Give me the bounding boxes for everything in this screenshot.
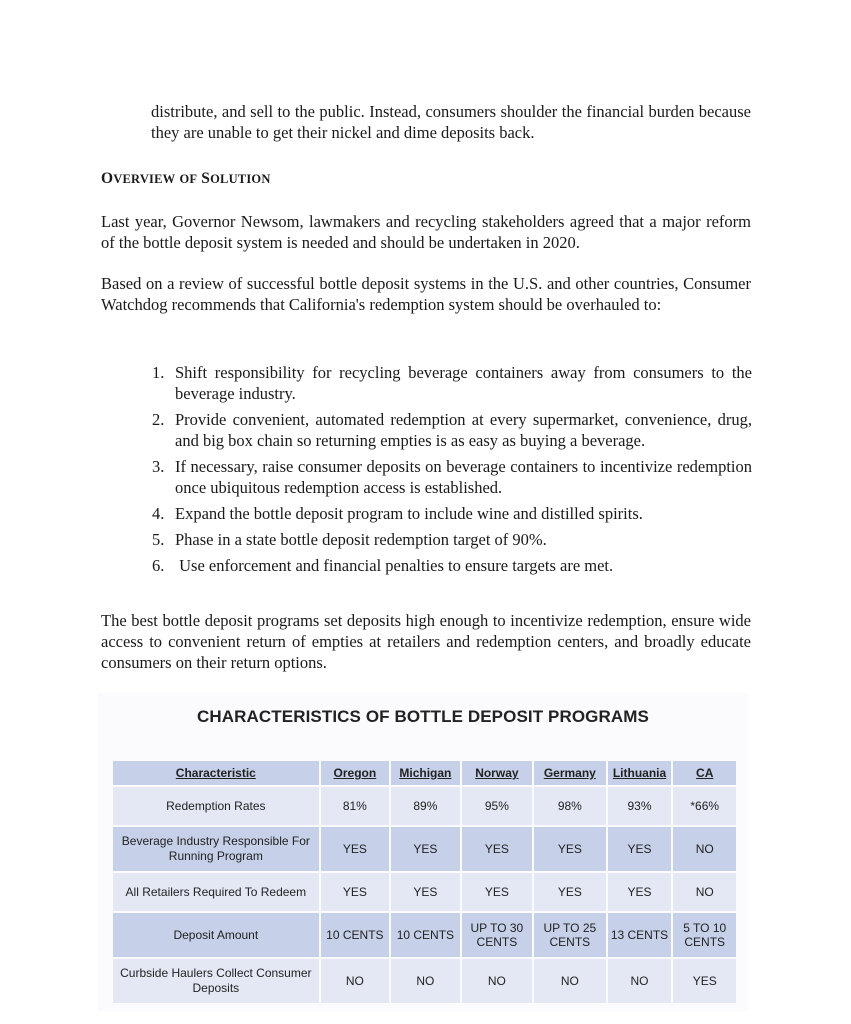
table-cell: 10 CENTS [391,913,460,957]
paragraph-recommendations-intro: Based on a review of successful bottle deposit systems in the U.S. and other countries, Consumer Watchdog recommends that California's redemption system should be overhauled to: [101,274,751,314]
table-cell: NO [462,959,532,1003]
table-cell: NO [534,959,606,1003]
table-cell: YES [608,827,672,871]
table-cell: YES [462,827,532,871]
table-cell: NO [321,959,389,1003]
table-cell: UP TO 30 CENTS [462,913,532,957]
list-item: 5. Phase in a state bottle deposit redemption target of 90%. [152,530,547,549]
table-cell: 81% [321,787,389,825]
column-header: Norway [462,761,532,785]
paragraph-closing: The best bottle deposit programs set deposits high enough to incentivize redemption, ensure wide access to convenient return of empties at retailers and redemption centers, and broadly educate consumers on their return options. [101,611,751,672]
table-cell: NO [673,827,736,871]
table-cell: 98% [534,787,606,825]
table-cell: YES [673,959,736,1003]
table-cell: YES [534,873,606,911]
table-cell: 89% [391,787,460,825]
section-heading: OVERVIEW OF SOLUTION [101,170,271,187]
table-cell: Curbside Haulers Collect Consumer Deposits [113,959,319,1003]
table-row [113,959,736,1003]
column-header: Germany [534,761,606,785]
table-cell: 5 TO 10 CENTS [673,913,736,957]
table-row [113,787,736,825]
bottle-deposit-table [111,759,738,1005]
recommendations-list [152,362,752,581]
table-row [113,873,736,911]
column-header: Lithuania [608,761,672,785]
list-item: 1. Shift responsibility for recycling beverage containers away from consumers to the beverage industry. [152,363,752,403]
column-header: Characteristic [113,761,319,785]
table-cell: YES [391,873,460,911]
paragraph-reform: Last year, Governor Newsom, lawmakers and recycling stakeholders agreed that a major reform of the bottle deposit system is needed and should be undertaken in 2020. [101,212,751,252]
table-cell: UP TO 25 CENTS [534,913,606,957]
table-header-row [113,761,736,785]
list-item: 2. Provide convenient, automated redemption at every supermarket, convenience, drug, and big box chain so returning empties is as easy as buying a beverage. [152,410,752,450]
table-row [113,827,736,871]
table-cell: 13 CENTS [608,913,672,957]
table-cell: 95% [462,787,532,825]
column-header: Michigan [391,761,460,785]
column-header: CA [673,761,736,785]
table-cell: YES [321,873,389,911]
table-cell: NO [608,959,672,1003]
table-cell: 93% [608,787,672,825]
list-item: 6. Use enforcement and financial penalties to ensure targets are met. [152,556,614,575]
table-cell: All Retailers Required To Redeem [113,873,319,911]
bottle-deposit-figure [98,693,748,1011]
table-cell: YES [534,827,606,871]
table-row [113,913,736,957]
table-cell: Redemption Rates [113,787,319,825]
table-cell: Deposit Amount [113,913,319,957]
intro-continuation: distribute, and sell to the public. Instead, consumers shoulder the financial burden because they are unable to get their nickel and dime deposits back. [151,102,751,142]
table-cell: YES [391,827,460,871]
table-cell: Beverage Industry Responsible For Running Program [113,827,319,871]
table-cell: *66% [673,787,736,825]
column-header: Oregon [321,761,389,785]
table-cell: YES [608,873,672,911]
table-cell: NO [673,873,736,911]
table-cell: 10 CENTS [321,913,389,957]
list-item: 3. If necessary, raise consumer deposits on beverage containers to incentivize redemption once ubiquitous redemption access is established. [152,457,752,497]
figure-title: CHARACTERISTICS OF BOTTLE DEPOSIT PROGRAMS [197,707,649,726]
table-cell: NO [391,959,460,1003]
table-cell: YES [321,827,389,871]
list-item: 4. Expand the bottle deposit program to include wine and distilled spirits. [152,504,643,523]
table-cell: YES [462,873,532,911]
